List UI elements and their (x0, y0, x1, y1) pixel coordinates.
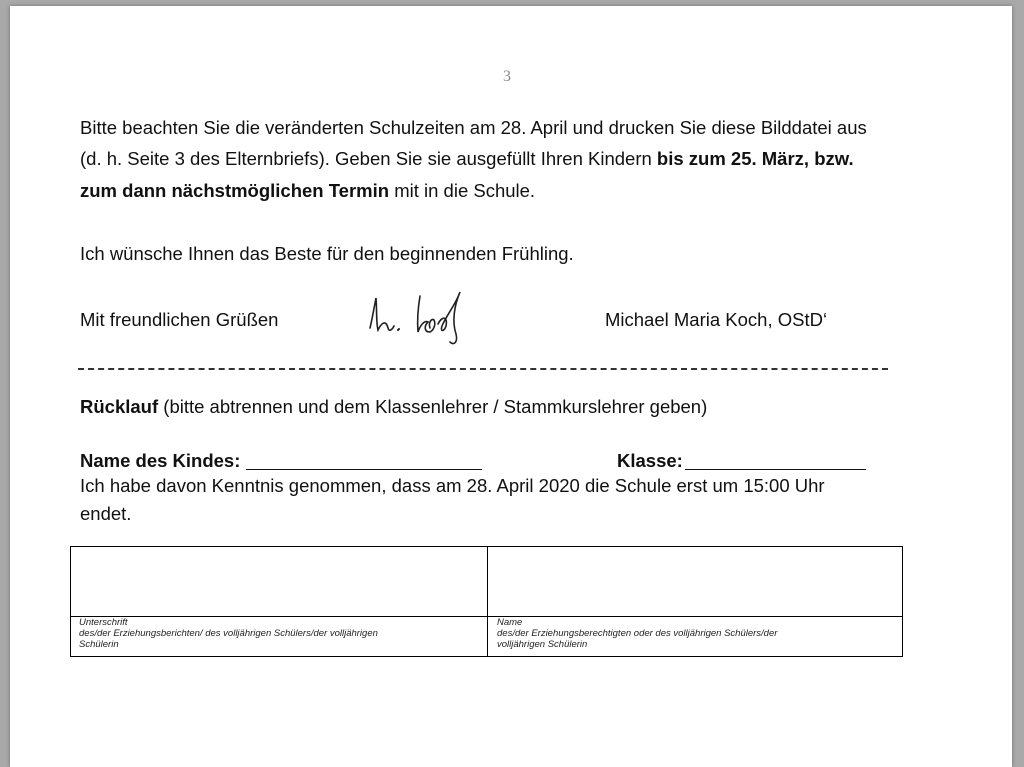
signature-caption-line1: Unterschrift (79, 617, 128, 628)
principal-name: Michael Maria Koch, OStD‘ (605, 309, 828, 330)
return-slip-title-bold: Rücklauf (80, 396, 159, 417)
paragraph1-line2-text: (d. h. Seite 3 des Elternbriefs). Geben Sie sie ausgefüllt Ihren Kindern (80, 148, 657, 169)
statement-line1: Ich habe davon Kenntnis genommen, dass am 28. April 2020 die Schule erst um 15:00 Uhr (80, 475, 825, 496)
paragraph1-line3 (80, 180, 535, 202)
child-name-label: Name des Kindes: (80, 450, 241, 471)
class-label: Klasse: (617, 450, 683, 471)
name-cell[interactable] (488, 547, 902, 616)
paragraph2: Ich wünsche Ihnen das Beste für den beginnenden Frühling. (80, 243, 574, 264)
class-field[interactable] (685, 449, 866, 470)
cut-line (78, 368, 888, 370)
signature-table (70, 546, 903, 657)
name-caption-line1: Name (497, 617, 523, 628)
signature-caption (79, 617, 378, 650)
paragraph1-line2 (80, 148, 854, 170)
paragraph1-line3-text: mit in die Schule. (389, 180, 536, 201)
statement-line2: endet. (80, 503, 132, 524)
name-caption (497, 617, 777, 650)
signature-caption-line2: des/der Erziehungsberichten/ des volljährigen Schülers/der volljährigen (79, 628, 378, 639)
deadline-bold-text: bis zum 25. März, bzw. (656, 148, 854, 169)
return-slip-title-rest: (bitte abtrennen und dem Klassenlehrer / Stammkurslehrer geben) (158, 396, 708, 417)
page-number: 3 (503, 68, 511, 85)
name-caption-line3: volljährigen Schülerin (497, 639, 588, 650)
return-slip-title (80, 396, 707, 418)
deadline-bold-text-2: zum dann nächstmöglichen Termin (80, 180, 390, 201)
signature-cell[interactable] (71, 547, 487, 616)
child-name-field[interactable] (246, 449, 482, 470)
name-caption-line2: des/der Erziehungsberechtigten oder des volljährigen Schülers/der (497, 628, 778, 639)
signature-caption-line3: Schülerin (79, 639, 119, 650)
handwritten-signature (362, 286, 472, 350)
paragraph1-line1: Bitte beachten Sie die veränderten Schulzeiten am 28. April und drucken Sie diese Bilddatei aus (80, 117, 867, 138)
closing-greeting: Mit freundlichen Grüßen (80, 309, 279, 330)
